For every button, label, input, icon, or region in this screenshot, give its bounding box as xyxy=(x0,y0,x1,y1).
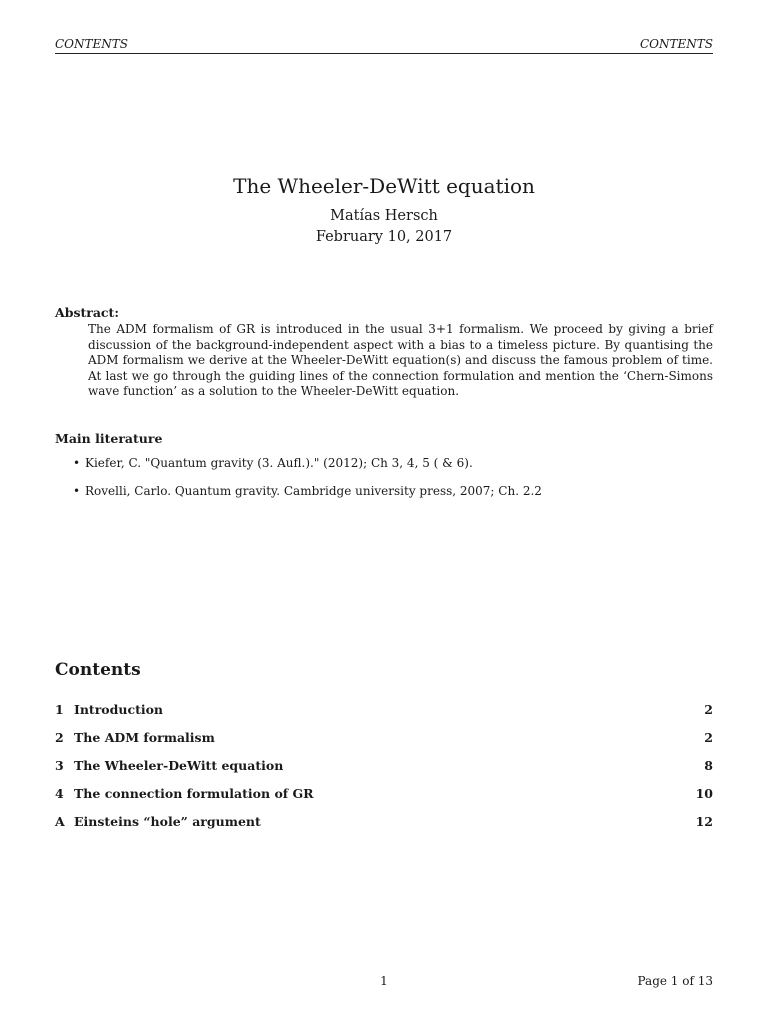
literature-heading: Main literature xyxy=(55,431,163,446)
toc-entry-page[interactable]: 2 xyxy=(704,702,713,717)
toc-entry-page[interactable]: 12 xyxy=(695,814,713,829)
header-left: CONTENTS xyxy=(55,37,129,51)
toc-entry-number: 2 xyxy=(55,730,64,745)
toc-entry-title[interactable]: Einsteins “hole” argument xyxy=(74,814,261,829)
literature-item-text: Rovelli, Carlo. Quantum gravity. Cambridge university press, 2007; Ch. 2.2 xyxy=(85,484,542,498)
toc-entry-page[interactable]: 2 xyxy=(704,730,713,745)
title-block xyxy=(0,173,768,248)
toc-entry-title[interactable]: The ADM formalism xyxy=(74,730,215,745)
literature-item xyxy=(55,455,713,471)
abstract-heading: Abstract: xyxy=(55,305,119,320)
literature-item xyxy=(55,483,713,499)
toc-entry-title[interactable]: Introduction xyxy=(74,702,164,717)
header-right: CONTENTS xyxy=(639,37,713,51)
toc-entry-title[interactable]: The connection formulation of GR xyxy=(74,786,314,801)
document-date: February 10, 2017 xyxy=(315,229,453,245)
bullet-icon: • xyxy=(73,484,81,498)
toc-entry[interactable] xyxy=(55,730,713,758)
toc-entry-number: 3 xyxy=(55,758,64,773)
footer-page-of: Page 1 of 13 xyxy=(637,974,713,988)
contents-heading: Contents xyxy=(55,660,141,680)
literature-section xyxy=(55,431,713,511)
toc-entry-number: 4 xyxy=(55,786,64,801)
toc-entry[interactable] xyxy=(55,786,713,814)
literature-list xyxy=(55,455,713,499)
abstract-text: The ADM formalism of GR is introduced in the usual 3+1 formalism. We proceed by giving a brief discussion of the background-independent aspect with a bias to a timeless picture. By quantising the ADM formalism we derive at the Wheeler-DeWitt equation(s) and discuss the famous problem of time. At last we go through the guiding lines of the connection formulation and mention the ‘Chern-Simons wave function’ as a solution to the Wheeler-DeWitt equation. xyxy=(88,322,713,398)
abstract-section xyxy=(55,305,713,400)
footer-page-number: 1 xyxy=(380,974,388,988)
document-author: Matías Hersch xyxy=(330,208,438,224)
toc-entry-title[interactable]: The Wheeler-DeWitt equation xyxy=(74,758,284,773)
literature-item-text: Kiefer, C. "Quantum gravity (3. Aufl.)." (2012); Ch 3, 4, 5 ( & 6). xyxy=(85,456,473,470)
document-title: The Wheeler-DeWitt equation xyxy=(233,174,535,198)
toc-entry[interactable] xyxy=(55,814,713,842)
toc-entry[interactable] xyxy=(55,758,713,786)
toc-entry[interactable] xyxy=(55,702,713,730)
table-of-contents xyxy=(55,660,713,842)
toc-entry-number: 1 xyxy=(55,702,64,717)
bullet-icon: • xyxy=(73,456,81,470)
running-header xyxy=(55,37,713,54)
toc-entry-number: A xyxy=(55,814,65,829)
toc-entry-page[interactable]: 10 xyxy=(695,786,713,801)
toc-entry-page[interactable]: 8 xyxy=(704,758,713,773)
